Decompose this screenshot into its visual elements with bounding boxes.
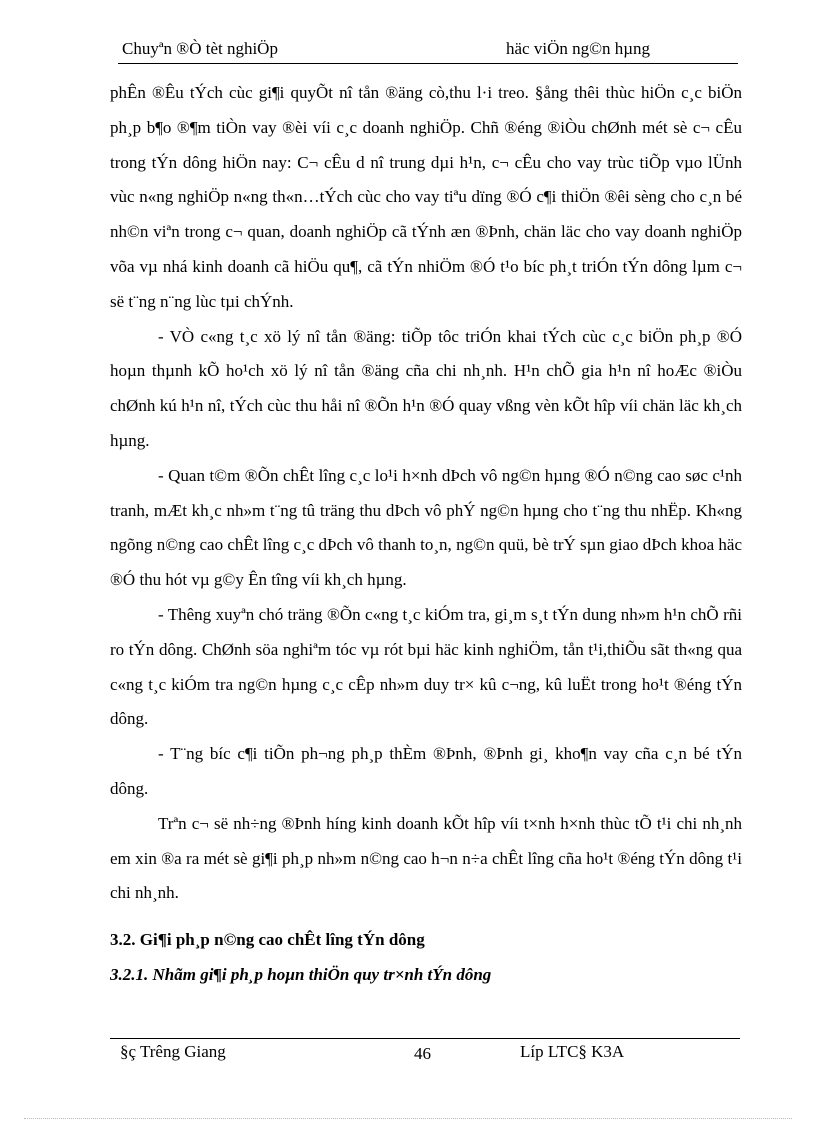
footer-author: §ç Trêng Giang — [120, 1042, 226, 1061]
footer-class: Líp LTC§ K3A — [520, 1042, 625, 1061]
header-thesis-title: Chuyªn ®Ò tèt nghiÖp — [122, 39, 278, 58]
paragraph-proposal-intro: Trªn c¬ së nh÷ng ®Þnh híng kinh doanh kÕt hîp víi t×nh h×nh thùc tÕ t¹i chi nh¸nh em xin ®a ra mét sè gi¶i ph¸p nh»m n©ng cao h¬n n÷a chÊt lîng cña ho¹t ®éng tÝn dông t¹i chi nh¸nh. — [110, 813, 742, 903]
page-header — [118, 36, 738, 64]
section-heading: 3.2. Gi¶i ph¸p n©ng cao chÊt lîng tÝn dông — [110, 930, 425, 950]
footer-rule — [110, 1038, 740, 1039]
paragraph-service-quality: - Quan t©m ®Õn chÊt lîng c¸c lo¹i h×nh dÞch vô ng©n hµng ®Ó n©ng cao søc c¹nh tranh, mÆt kh¸c nh»m t¨ng tû träng thu dÞch vô phÝ ng©n hµng cho t¨ng thu nhËp. Kh«ng ngõng n©ng cao chÊt lîng c¸c dÞch vô thanh to¸n, ng©n quü, bè trÝ sµn giao dÞch khoa häc ®Ó thu hót vµ g©y Ên tîng víi kh¸ch hµng. — [110, 465, 742, 590]
header-institution: häc viÖn ng©n hµng — [506, 39, 651, 58]
page-footer — [110, 1036, 740, 1066]
paragraph-bad-debt: - VÒ c«ng t¸c xö lý nî tån ®äng: tiÕp tôc triÓn khai tÝch cùc c¸c biÖn ph¸p ®Ó hoµn thµnh kÕ ho¹ch xö lý nî tån ®äng cña chi nh¸nh. H¹n chÕ gia h¹n nî hoÆc ®iÒu chØnh kú h¹n nî, tÝch cùc thu håi nî ®Õn h¹n ®Ó quay vßng vèn kÕt hîp víi chän läc kh¸ch hµng. — [110, 326, 742, 450]
paragraph-appraisal-methods: - T¨ng bíc c¶i tiÕn ph¬ng ph¸p thÈm ®Þnh, ®Þnh gi¸ kho¶n vay cña c¸n bé tÝn dông. — [110, 744, 742, 798]
page-body — [110, 76, 742, 993]
paragraph-credit-supervision: - Thêng xuyªn chó träng ®Õn c«ng t¸c kiÓm tra, gi¸m s¸t tÝn dung nh»m h¹n chÕ rñi ro tÝn dông. ChØnh söa nghiªm tóc vµ rót bµi häc kinh nghiÖm, tån t¹i,thiÕu sãt th«ng qua c«ng t¸c kiÓm tra ng©n hµng c¸c cÊp nh»m duy tr× kû c¬ng, kû luËt trong ho¹t ®éng tÝn dông. — [110, 604, 742, 729]
subsection-heading: 3.2.1. Nhãm gi¶i ph¸p hoµn thiÖn quy tr×nh tÝn dông — [110, 964, 492, 984]
header-rule — [118, 63, 738, 64]
paragraph-continued: phÊn ®Êu tÝch cùc gi¶i quyÕt nî tån ®äng cò,thu l·i treo. §ång thêi thùc hiÖn c¸c biÖn ph¸p b¶o ®¶m tiÒn vay ®èi víi c¸c doanh nghiÖp. Chñ ®éng ®iÒu chØnh mét sè c¬ cÊu trong tÝn dông hiÖn nay: C¬ cÊu d nî trung dµi h¹n, c¬ cÊu cho vay trùc tiÕp vµo lÜnh vùc n«ng nghiÖp n«ng th«n…tÝch cùc cho vay tiªu dïng ®Ó c¶i thiÖn ®êi sèng cho c¸n bé nh©n viªn trong c¬ quan, doanh nghiÖp cã tÝnh æn ®Þnh, chän läc cho vay doanh nghiÖp võa vµ nhá kinh doanh cã hiÖu qu¶, cã tÝn nhiÖm ®Ó t¹o bíc ph¸t triÓn tÝn dông lµm c¬ së t¨ng n¨ng lùc tµi chÝnh. — [110, 83, 742, 311]
page-edge-divider — [24, 1118, 792, 1119]
page-number: 46 — [414, 1044, 431, 1063]
